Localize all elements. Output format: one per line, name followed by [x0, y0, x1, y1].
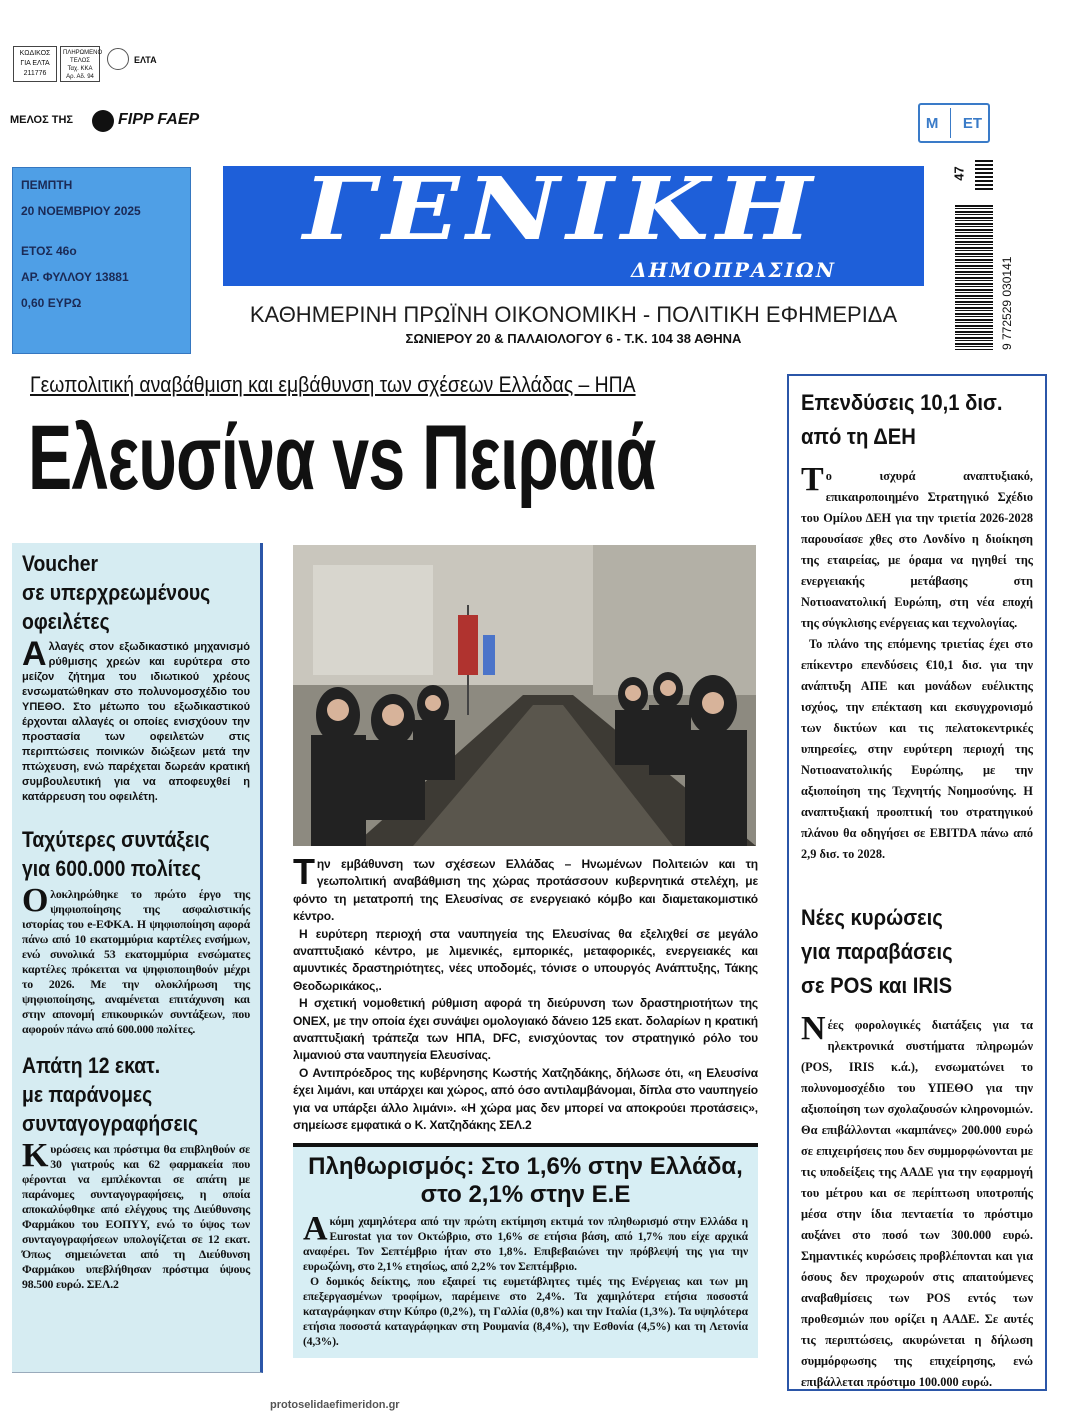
- paragraph: Η σχετική νομοθετική ρύθμιση αφορά τη διεύρυνση των δραστηριοτήτων της ΟΝΕΧ, με την οποία έχει συνάψει ομολογιακό δάνειο 125 εκατ. δολαρίων η κρατική αναπτυξιακή τράπεζα των ΗΠΑ, DFC, ενισχύοντας τον στρατηγικό ρόλο του λιμανιού στα ναυπηγεία Ελευσίνας.: [293, 996, 758, 1063]
- article-body: Νέες φορολογικές διατάξεις για τα ηλεκτρονικά συστήματα πληρωμών (POS, IRIS κ.ά.), ενσωματώνει το πολυνομοσχέδιο του ΥΠΕΘΟ για την αξιοποίηση των σχολαζουσών κληρονομιών. Θα επιβάλλονται «καμπάνες» 200.000 ευρώ σε επιχειρήσεις που δεν συμμορφώνονται με τις υποδείξεις της ΑΑΔΕ για την εφαρμογή του μέτρου και σε περίπτωση υποτροπής μέσα στην ίδια πενταετία το πρόστιμο αυξάνει στο ποσό των 300.000 ευρώ. Σημαντικές κυρώσεις προβλέπονται και για όσους δεν προχωρούν στις απαιτούμενες αναβαθμίσεις των POS εντός των προθεσμιών που ορίζει η ΑΑΔΕ. Σε αυτές τις περιπτώσεις, ακυρώνεται η δήλωση συμμόρφωσης της επιχείρησης, ενώ επιβάλλεται πρόστιμο 100.000 ευρώ.: [801, 1010, 1033, 1389]
- postage-label: ΠΛΗΡΩΜΕΝΟ ΤΕΛΟΣ: [63, 50, 103, 64]
- member-orgs-logo: FIPP FAEP: [118, 111, 200, 128]
- masthead: [223, 159, 924, 286]
- article-title: Επενδύσεις 10,1 δισ. από τη ΔΕΗ: [801, 390, 1003, 449]
- article-inflation: [293, 1143, 758, 1358]
- article-body: Το ισχυρά αναπτυξιακό, επικαιροποιημένο Στρατηγικό Σχέδιο του Ομίλου ΔΕΗ για την τριετία 2026-2028 παρουσίασε χθες στο Λονδίνο η διοίκηση της εταιρείας, με όραμα να ηγηθεί της ενεργειακής μετάβασης στη Νοτιοανατολική Ευρώπη, στη νέα εποχή της σύγκλισης ενέργειας και τεχνολογίας. Το πλάνο της επόμενης τριετίας έχει στο επίκεντρο επενδύσεις €10,1 δισ. για την ανάπτυξη ΑΠΕ και μονάδων ευέλικτης ισχύος, την επέκταση και εκσυγχρονισμό των δικτύων και τις πελατοκεντρικές υπηρεσίες, στην ευρύτερη περιοχή της Νοτιοανατολικής Ευρώπης, με την αξιοποίηση της Τεχνητής Νοημοσύνης. Η αναπτυξιακή προοπτική του στρατηγικού πλάνου θα οδηγήσει σε EBITDA πάνω από 2,9 δισ. το 2028.: [801, 461, 1033, 861]
- issue-price: 0,60 ΕΥΡΩ: [21, 296, 82, 310]
- issue-code: 47: [951, 166, 967, 181]
- issue-day: ΠΕΜΠΤΗ: [21, 178, 73, 192]
- lead-article-body: Την εμβάθυνση των σχέσεων Ελλάδας – Ηνωμένων Πολιτειών και τη γεωπολιτική αναβάθμιση της χώρας προτάσσουν κυβερνητικά στελέχη, με φόντο τη μετατροπή της Ελευσίνας σε ενεργειακό κόμβο και διαμετακομιστικό κέντρο. Η ευρύτερη περιοχή στα ναυπηγεία της Ελευσίνας θα εξελιχθεί σε μεγάλο αναπτυξιακό κέντρο, με λιμενικές, εμπορικές, μεταφορικές, ενεργειακές και αμυντικές δραστηριότητες, νέες υποδομές, τόνισε ο υπουργός Ανάπτυξης, Τάκης Θεοδωρικάκος,. Η σχετική νομοθετική ρύθμιση αφορά τη διεύρυνση των δραστηριοτήτων της ΟΝΕΧ, με την οποία έχει συνάψει ομολογιακό δάνειο 125 εκατ. δολαρίων η κρατική αναπτυξιακή τράπεζα των ΗΠΑ, DFC, ενισχύοντας τον στρατηγικό ρόλο του λιμανιού στα ναυπηγεία Ελευσίνας. Ο Αντιπρόεδρος της κυβέρνησης Κωστής Χατζηδάκης, δήλωσε ότι, «η Ελευσίνα έχει λιμάνι, και υπάρχει και χώρος, από όσο αντιλαμβάνομαι, δίπλα στο ναυπηγείο για να υπάρξει άλλο λιμάνι». «Η χώρα μας δεν μπορεί να αποκρούει προτάσεις», σημείωσε εμφατικά ο Κ. Χατζηδάκης ΣΕΛ.2: [293, 856, 758, 1135]
- issue-year: ΕΤΟΣ 46ο: [21, 244, 77, 258]
- masthead-title: ΓΕΝΙΚΗ: [303, 159, 820, 260]
- article-body: Κυρώσεις και πρόστιμα θα επιβληθούν σε 30 γιατρούς και 62 φαρμακεία που φέρονται να εμπλέκονται σε απάτη με παράνομες συνταγογραφήσεις, η οποία αποκαλύφθηκε από ελέγχους της Διεύθυνσης Φαρμάκου του ΕΟΠΥΥ, ενώ το ύψος των συνταγογραφήσεων υπολογίζεται σε 12 εκατ. Όπως σημειώνεται από τη Διεύθυνση Φαρμάκου υπεβλήθησαν πρόστιμα ύψους 98.500 ευρώ. ΣΕΛ.2: [22, 1137, 250, 1291]
- lead-headline: Ελευσίνα vs Πειραιά: [28, 407, 656, 509]
- greek-flag-icon: [483, 635, 495, 675]
- lead-kicker: Γεωπολιτική αναβάθμιση και εμβάθυνση των σχέσεων Ελλάδας – ΗΠΑ: [30, 372, 636, 397]
- article-title: Νέες κυρώσεις για παραβάσεις σε POS και IRIS: [801, 905, 953, 998]
- masthead-subtitle: ΔΗΜΟΠΡΑΣΙΩΝ: [630, 258, 836, 282]
- right-column: [787, 374, 1047, 1391]
- article-voucher: [22, 549, 250, 805]
- article-body: Αλλαγές στον εξωδικαστικό μηχανισμό ρύθμισης χρεών και ευρύτερα στο μείζον ζήτημα του ιδιωτικού χρέους ενσωματώθηκαν στο πολυνομοσχέδιο του ΥΠΕΘΟ. Στο μέτωπο του εξωδικαστικού έρχονται αλλαγές οι οποίες ενισχύουν την προστασία των οφειλετών στις περιπτώσεις ποινικών διώξεων μετά την πτώχευση, ενώ παρέχεται δωρεάν κρατική συμβουλευτική για να αποφευχθεί η κατάρρευση του οφειλέτη.: [22, 635, 250, 803]
- met-logo-left: Μ: [925, 114, 939, 132]
- elta-logo: ΕΛΤΑ: [134, 55, 157, 65]
- paragraph: Ο Αντιπρόεδρος της κυβέρνησης Κωστής Χατζηδάκης, δήλωσε ότι, «η Ελευσίνα έχει λιμάνι, και υπάρχει και χώρος, από όσο αντιλαμβάνομαι, δίπλα στο ναυπηγείο για να υπάρξει άλλο λιμάνι». «Η χώρα μας δεν μπορεί να αποκρούει προτάσεις», σημείωσε εμφατικά ο Κ. Χατζηδάκης ΣΕΛ.2: [293, 1065, 758, 1133]
- article-body: Ολοκληρώθηκε το πρώτο έργο της ψηφιοποίησης της ασφαλιστικής ιστορίας του e-ΕΦΚΑ. Η ψηφιοποίηση αφορά πάνω από 10 εκατομμύρια καρτέλες ενσήμων, ενώ συνολικά 53 εκατομμύρια ενσώματες καρτέλες πρόκειται να ψηφιοποιηθούν μέχρι το 2026. Με την ολοκλήρωση της ψηφιοποίησης, αναμένεται επιτάχυνση και στην απονομή επικουρικών συντάξεων, που αφορούν πάνω από 600.000 πολίτες.: [22, 882, 250, 1036]
- barcode-number: 9 772529 030141: [1000, 256, 1014, 350]
- article-fraud: [22, 1051, 250, 1292]
- article-body: Ακόμη χαμηλότερα από την πρώτη εκτίμηση εκτιμά τον πληθωρισμό στην Ελλάδα η Eurostat για τον Οκτώβριο, στο 1,6% σε ετήσια βάση, από 1,7% που είχε αρχικά αναφέρει. Τον Σεπτέμβριο ήταν στο 1,8%. Επιβεβαιώνει την πρόβλεψή της για την ευρωζώνη, στο 2,1% ετησίως, από 2,2% τον Σεπτέμβριο. Ο δομικός δείκτης, που εξαιρεί τις ευμετάβλητες τιμές της Ενέργειας και των μη επεξεργασμένων τροφίμων, παρέμεινε στο 2,4%. Τα χαμηλότερα ετήσια ποσοστά καταγράφηκαν στην Κύπρο (0,2%), τη Γαλλία (0,8%) και την Ιταλία (1,3%). Τα υψηλότερα ετήσια ποσοστά καταγράφηκαν στη Ρουμανία (8,4%), την Εσθονία (4,5%) και τη Λετονία (4,3%).: [303, 1209, 748, 1348]
- article-title: Voucher σε υπερχρεωμένους οφειλέτες: [22, 551, 211, 634]
- postage-number: Αρ. Αδ. 94: [66, 74, 94, 80]
- article-title: Απάτη 12 εκατ. με παράνομες συνταγογραφήσεις: [22, 1053, 199, 1136]
- tagline: ΚΑΘΗΜΕΡΙΝΗ ΠΡΩΪΝΗ ΟΙΚΟΝΟΜΙΚΗ - ΠΟΛΙΤΙΚΗ ΕΦΗΜΕΡΙΔΑ: [249, 302, 898, 327]
- met-logo: [918, 103, 990, 143]
- article-title: Ταχύτερες συντάξεις για 600.000 πολίτες: [22, 827, 210, 881]
- center-column: [293, 851, 758, 1358]
- postmark-icon: [107, 48, 129, 70]
- met-logo-right: ΕΤ: [962, 114, 983, 132]
- article-pensions: [22, 825, 250, 1037]
- postage-stamp: [60, 46, 103, 82]
- elta-code-stamp: ΚΩΔΙΚΟΣ ΓΙΑ ΕΛΤΑ 211776: [13, 46, 57, 82]
- postage-office: Ταχ. ΚΚΑ: [67, 66, 93, 72]
- address: ΣΩΝΙΕΡΟΥ 20 & ΠΑΛΑΙΟΛΟΓΟΥ 6 - Τ.Κ. 104 38 ΑΘΗΝΑ: [405, 331, 742, 346]
- issue-info-box: [12, 167, 191, 354]
- paragraph: Η ευρύτερη περιοχή στα ναυπηγεία της Ελευσίνας θα εξελιχθεί σε μεγάλο αναπτυξιακό κέντρο, με λιμενικές, εμπορικές, μεταφορικές, ενεργειακές και αμυντικές δραστηριότητες, νέες υποδομές, τόνισε ο υπουργός Ανάπτυξης, Τάκης Θεοδωρικάκος,.: [293, 926, 758, 993]
- addon-barcode-icon: [975, 160, 993, 190]
- meeting-photo: [293, 545, 756, 846]
- article-pos: [801, 901, 1033, 1393]
- article-title: Πληθωρισμός: Στο 1,6% στην Ελλάδα, στο 2,1% στην Ε.Ε: [308, 1152, 743, 1208]
- article-ppc: [801, 386, 1033, 865]
- left-column: [12, 543, 263, 1373]
- issue-sheet: ΑΡ. ΦΥΛΛΟΥ 13881: [21, 270, 129, 284]
- barcode-icon: [955, 205, 993, 350]
- member-label: ΜΕΛΟΣ ΤΗΣ: [10, 114, 74, 126]
- us-flag-icon: [458, 615, 478, 675]
- issue-date: 20 ΝΟΕΜΒΡΙΟΥ 2025: [21, 204, 141, 218]
- watermark: protoselidaefimeridon.gr: [270, 1399, 400, 1411]
- eae-logo-icon: [92, 110, 114, 132]
